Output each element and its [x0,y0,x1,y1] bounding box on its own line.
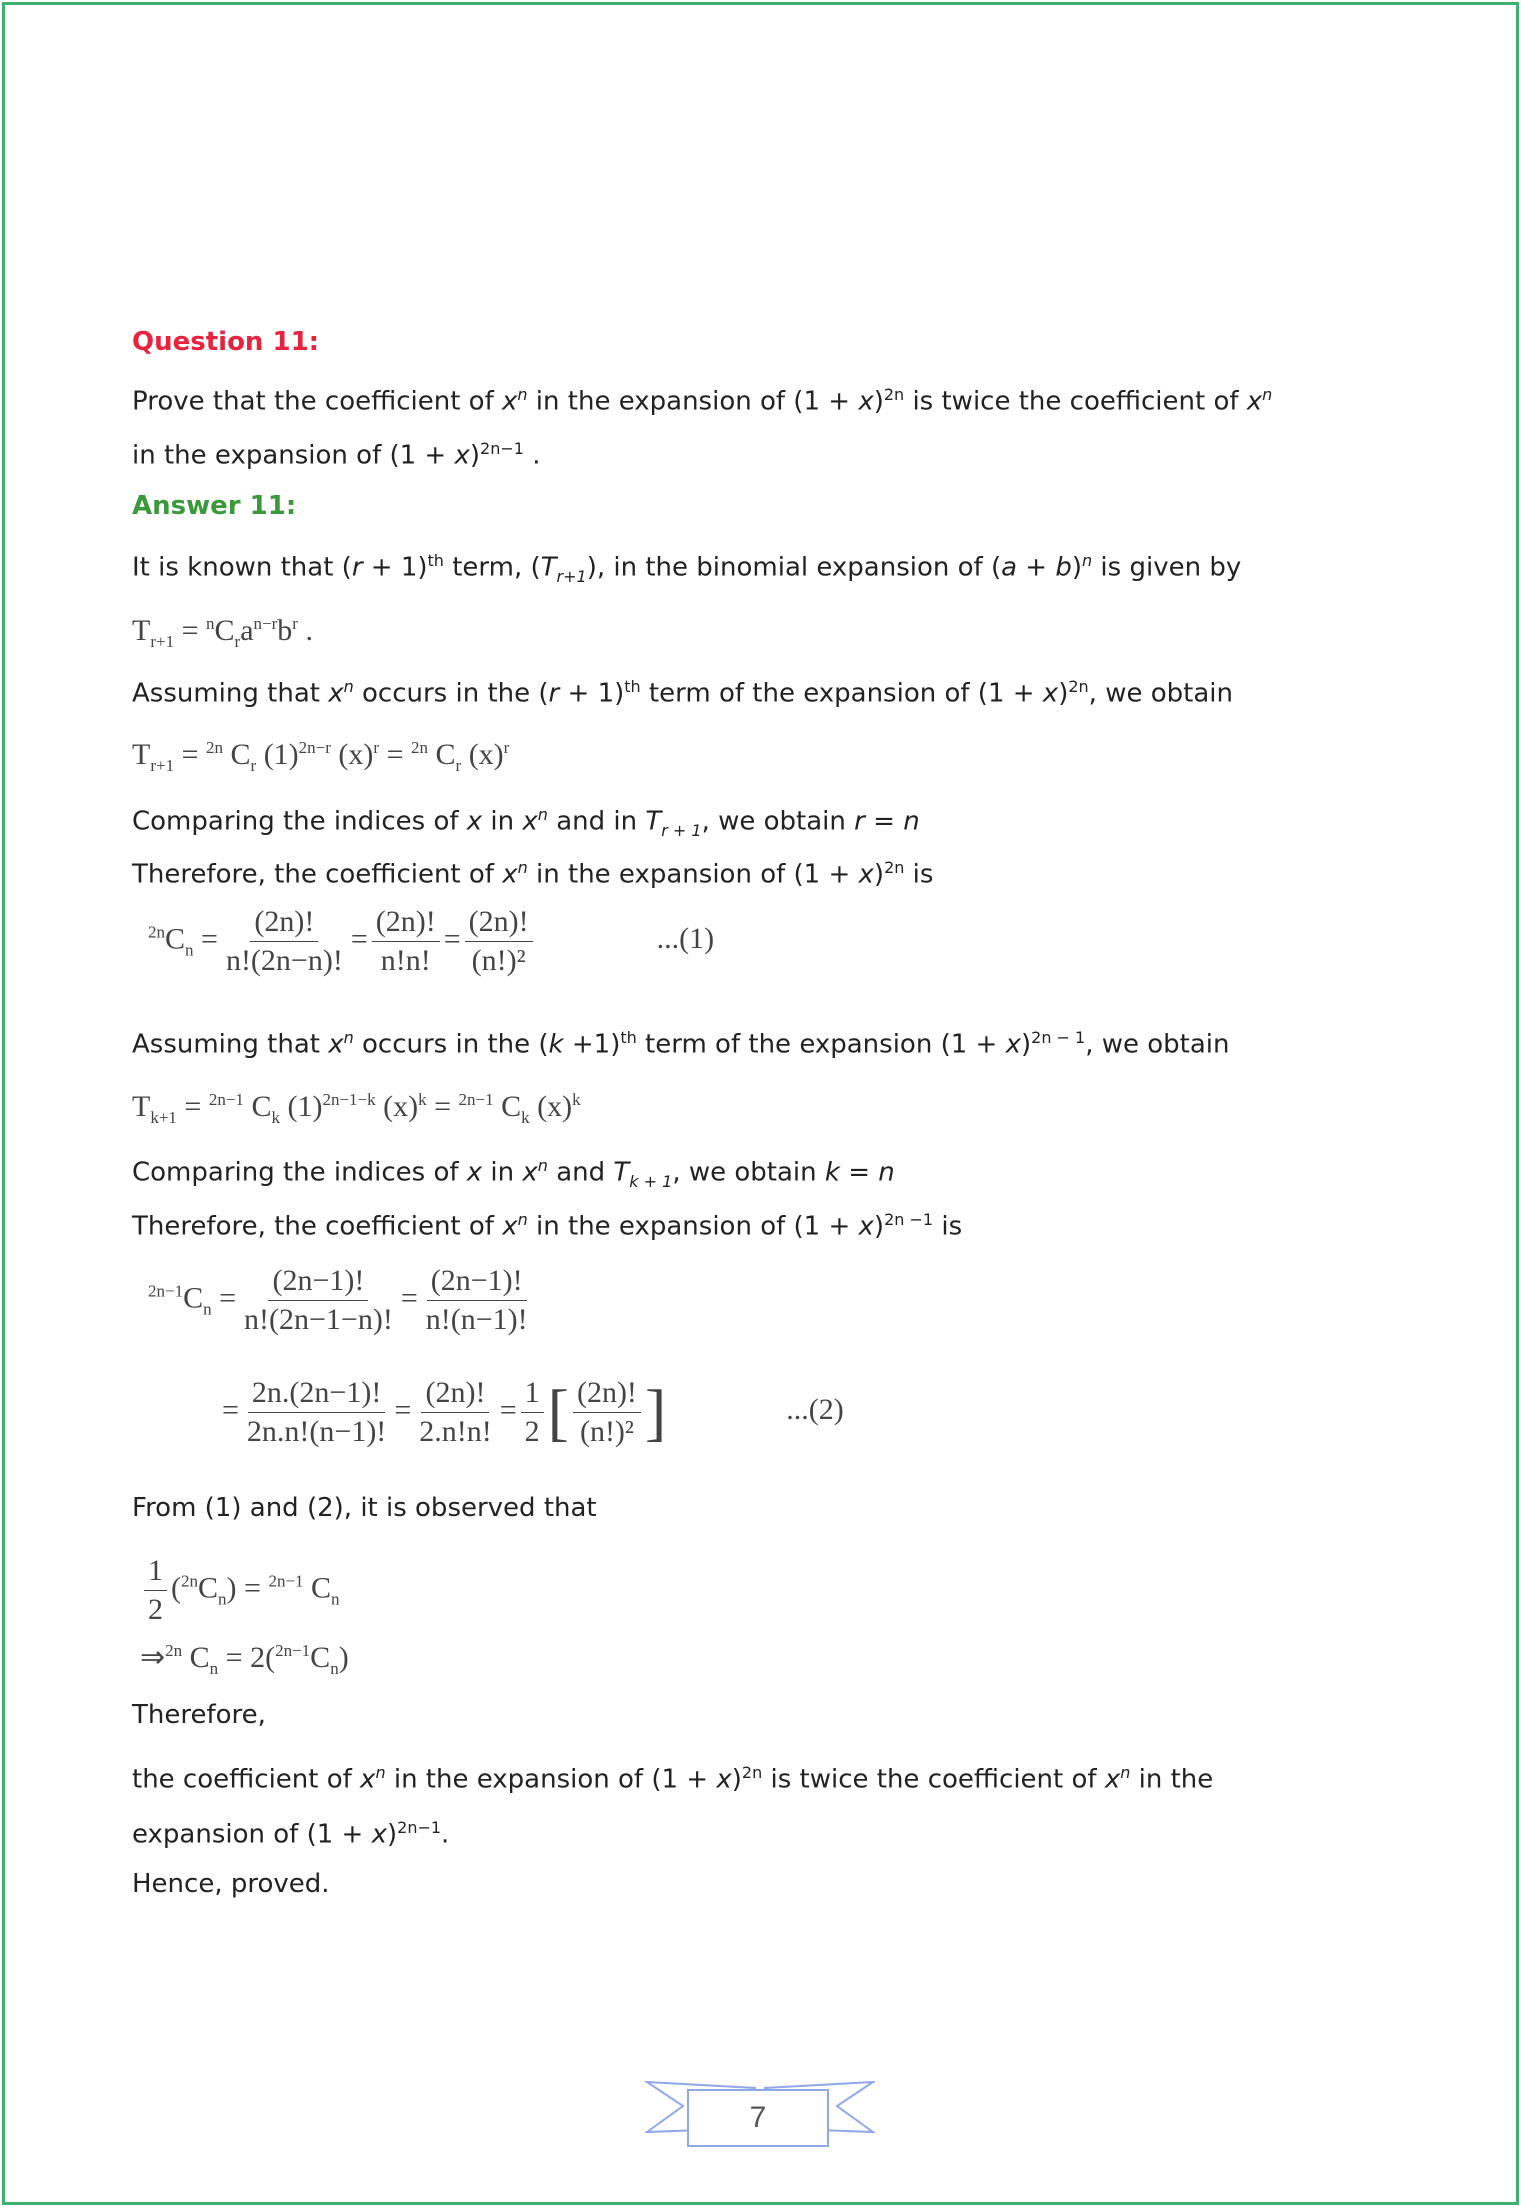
answer-line: Therefore, [132,1700,266,1730]
equation-2a: $^{2n-1}C_n$ = $\frac{(2n-1)!}{n!(2n-1-n)!}$ = $\frac{(2n-1)!}{n!(n-1)!}$ [148,1264,528,1336]
equation-1: $^{2n}C_n$ = $\frac{(2n)!}{n!(2n-n)!}$ = $\frac{(2n)!}{n!n!}$ = $\frac{(2n)!}{\text{(n!)²}}$ ...(1) [148,905,715,977]
answer-line: Hence, proved. [132,1869,330,1899]
equation-term-r: $T_{r+1} = ^{2n}$ $C_r$ $(1)^{2n-r}$ $(x)^r = ^{2n}$ $C_r$ $(x)^r$ [132,738,510,775]
answer-line: Assuming that $x^n$ occurs in the $(r + 1)^{th}$ term of the expansion of $(1 + x)^{2n}$, we obtain [132,677,1233,709]
answer-line: the coefficient of $x^n$ in the expansion of $(1 + x)^{2n}$ is twice the coefficient of $x^n$ in the [132,1763,1214,1795]
equation-term-k: $T_{k+1} = ^{2n-1}$ $C_k$ $(1)^{2n-1-k}$ $(x)^k = ^{2n-1}$ $C_k$ $(x)^k$ [132,1090,581,1127]
answer-line: It is known that $(r + 1)^{th}$ term, $(T_{r+1})$, in the binomial expansion of $(a + b)^n$ is given by [132,551,1242,586]
answer-line: From (1) and (2), it is observed that [132,1493,597,1523]
page-number: 7 [749,2101,767,2134]
question-heading: Question 11: [132,327,320,357]
page-number-ribbon [645,2074,875,2134]
answer-line: Therefore, the coefficient of $x^n$ in the expansion of $(1 + x)^{2n -1}$ is [132,1210,963,1242]
equation-half: $\frac{1}{2}$ $(^{2n}C_n) = ^{2n-1}$ $C_n$ [140,1552,340,1629]
answer-line: Comparing the indices of x in $x^n$ and $T_{k + 1}$, we obtain k = n [132,1156,895,1191]
answer-line: Therefore, the coefficient of $x^n$ in the expansion of $(1 + x)^{2n}$ is [132,858,934,890]
equation-general-term: $T_{r+1} = ^nC_ra^{n-r}b^r$ . [132,614,313,651]
question-line-1: Prove that the coefficient of $x^n$ in the expansion of $(1 + x)^{2n}$ is twice the coefficient of $x^n$ [132,385,1273,417]
answer-heading: Answer 11: [132,491,297,521]
answer-line: Comparing the indices of x in $x^n$ and in $T_{r + 1}$, we obtain r = n [132,805,920,840]
answer-line: expansion of $(1 + x)^{2n-1}$. [132,1818,450,1850]
answer-line: Assuming that $x^n$ occurs in the $(k +1)^{th}$ term of the expansion $(1 + x)^{2n - 1}$, we obtain [132,1028,1230,1060]
question-line-2: in the expansion of $(1 + x)^{2n-1}$ . [132,439,541,471]
equation-2b: = $\frac{2n.(2n-1)!}{2n.n!(n-1)!}$ = $\frac{(2n)!}{2.n!n!}$ = $\frac{1}{2}$ [ $\frac{(2n)!}{\text{(n!)²}}$ ] ...(2) [222,1376,844,1448]
equation-implies: ⇒$^{2n}$ $C_n = 2(^{2n-1}C_n)$ [140,1641,349,1678]
